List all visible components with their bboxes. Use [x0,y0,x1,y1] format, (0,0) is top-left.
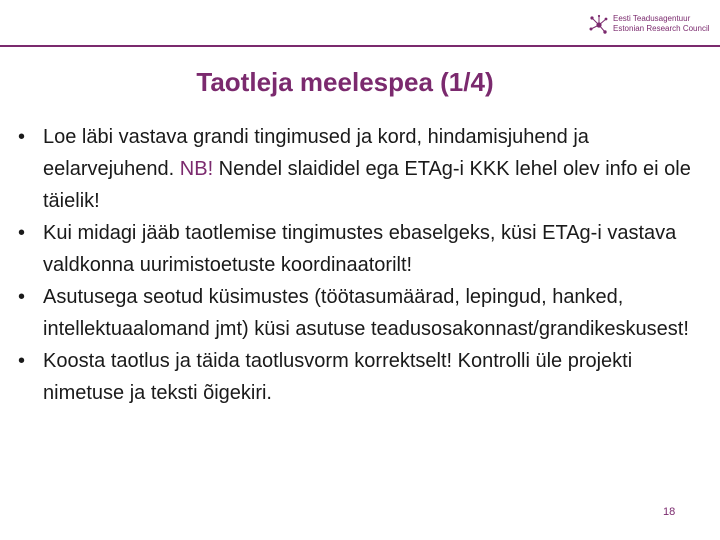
bullet-item [18,121,708,217]
bullet-marker: • [18,222,26,244]
bullet-marker: • [18,350,26,372]
logo-line-estonian: Eesti Teadusagentuur [613,14,691,23]
bullet-list [18,121,708,409]
slide-title: Taotleja meelespea (1/4) [196,67,494,97]
logo-text [613,14,710,34]
page-number: 18 [663,506,676,518]
bullet-text: Koosta taotlus ja täida taotlusvorm korrektselt! Kontrolli üle projekti nimetuse ja teksti õigekiri. [43,350,633,404]
bullet-marker: • [18,126,26,148]
bullet-text: Loe läbi vastava grandi tingimused ja kord, hindamisjuhend ja eelarvejuhend. [43,126,589,180]
bullet-marker: • [18,286,26,308]
etag-star-logo-icon [588,14,610,36]
bullet-item [18,217,708,281]
bullet-text: Kui midagi jääb taotlemise tingimustes ebaselgeks, küsi ETAg-i vastava valdkonna uurimistoetuste koordinaatorilt! [43,222,677,276]
etag-logo [588,11,712,41]
bullet-text: Asutusega seotud küsimustes (töötasumäärad, lepingud, hanked, intellektuaalomand jmt) küsi asutuse teadusosakonnast/grandikeskusest! [43,286,689,340]
logo-line-english: Estonian Research Council [613,24,710,33]
bullet-item [18,281,708,345]
bullet-item [18,345,708,409]
header-divider [0,45,720,47]
bullet-text: Nendel slaididel ega ETAg-i KKK lehel olev info ei ole täielik! [43,158,691,212]
nb-highlight: NB! [179,158,214,180]
